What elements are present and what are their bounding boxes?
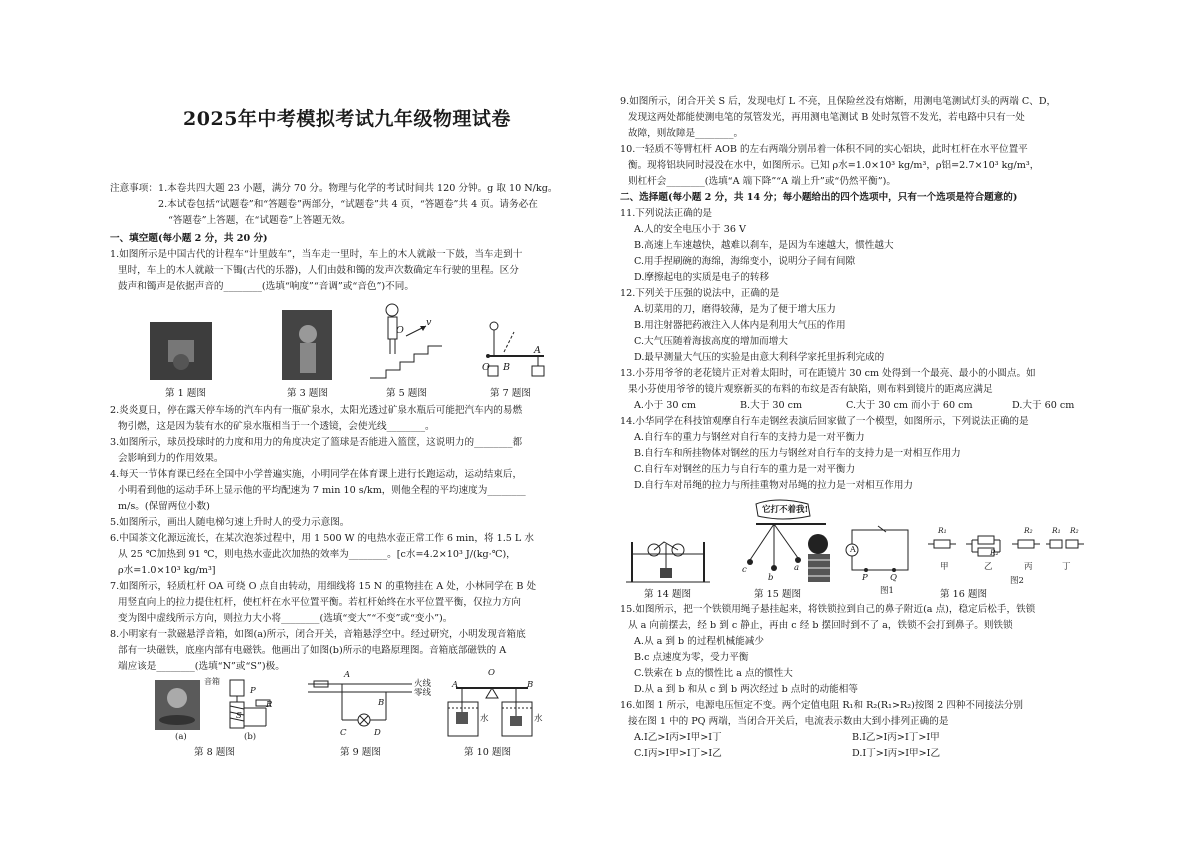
- caption-fig16: 第 16 题图: [940, 589, 988, 600]
- fig16-label-fig1: 图1: [880, 586, 894, 596]
- fig16-label-q: Q: [890, 573, 897, 583]
- fig7-lever-diagram: [480, 320, 552, 382]
- q7-line-1: 7.如图所示，轻质杠杆 OA 可绕 O 点自由转动，用细线将 15 N 的重物挂在 A 处，小林同学在 B 处: [110, 581, 537, 592]
- fig16-label-fig2: 图2: [1010, 576, 1024, 586]
- fig9-label-c: C: [340, 728, 347, 738]
- q8-line-1: 8.小明家有一款磁悬浮音箱，如图(a)所示，闭合开关，音箱悬浮空中。经过研究，小明发现音箱底: [110, 629, 526, 640]
- q4-line-1: 4.每天一节体育课已经在全国中小学普遍实施，小明同学在体育课上进行长跑运动，运动结束后，: [110, 469, 523, 480]
- q6-line-3: ρ水=1.0×10³ kg/m³]: [118, 565, 216, 576]
- q15-option-d: D.从 a 到 b 和从 c 到 b 两次经过 b 点时的动能相等: [634, 684, 858, 695]
- fig16-label-jia: 甲: [940, 562, 949, 572]
- q15-line-2: 从 a 向前摆去，经 b 到 c 静止，再由 c 经 b 摆回时到不了 a，铁锁不会打到鼻子。则铁锁: [628, 620, 1013, 631]
- q15-option-a: A.从 a 到 b 的过程机械能减少: [634, 636, 764, 647]
- q16-option-d: D.I丁>I丙>I甲>I乙: [852, 748, 941, 759]
- fig8-label-a: (a): [175, 732, 187, 742]
- q13-option-c: C.大于 30 cm 而小于 60 cm: [846, 400, 973, 411]
- fig1-photo: [150, 322, 212, 380]
- q15-option-b: B.c 点速度为零，受力平衡: [634, 652, 749, 663]
- fig15-speech-bubble: 它打不着我!: [762, 505, 809, 515]
- q13-line-2: 果小芬使用爷爷的镜片观察新买的布料的布纹是否有缺陷，则布料到镜片的距离应满足: [628, 384, 993, 395]
- fig9-label-b: B: [378, 698, 385, 708]
- q3-line-2: 会影响到力的作用效果。: [118, 453, 224, 464]
- q6-line-1: 6.中国茶文化源远流长，在某次泡茶过程中，用 1 500 W 的电热水壶正常工作 6 min，将 1.5 L 水: [110, 533, 534, 544]
- fig15-label-b: b: [768, 573, 774, 583]
- q14-option-b: B.自行车和所挂物体对钢丝的压力与钢丝对自行车的支持力是一对相互作用力: [634, 448, 961, 459]
- q7-line-2: 用竖直向上的拉力提住杠杆，使杠杆在水平位置平衡。若杠杆始终在水平位置平衡，仅拉力方向: [118, 597, 521, 608]
- q12-option-a: A.切菜用的刀，磨得较薄，是为了便于增大压力: [634, 304, 836, 315]
- fig7-label-a: A: [534, 345, 541, 356]
- q13-option-a: A.小于 30 cm: [634, 400, 696, 411]
- q14-option-c: C.自行车对钢丝的压力与自行车的重力是一对平衡力: [634, 464, 856, 475]
- q5-line-1: 5.如图所示，画出人随电梯匀速上升时人的受力示意图。: [110, 517, 350, 528]
- q14-option-d: D.自行车对吊绳的拉力与所挂重物对吊绳的拉力是一对相互作用力: [634, 480, 914, 491]
- caption-fig5: 第 5 题图: [386, 388, 427, 399]
- q11-option-d: D.摩擦起电的实质是电子的转移: [634, 272, 770, 283]
- notice-line-3: “答题卷”上答题，在“试题卷”上答题无效。: [168, 215, 351, 226]
- q16-option-c: C.I丙>I甲>I丁>I乙: [634, 748, 722, 759]
- fig10-label-a: A: [452, 680, 459, 690]
- fig7-label-b: B: [503, 362, 511, 373]
- q9-line-2: 发现这两处都能使测电笔的氖管发光，再用测电笔测试 B 处时氖管不发光，若电路中只有一处: [628, 112, 1025, 123]
- q8-line-3: 端应该是________(选填“N”或“S”)极。: [118, 661, 285, 672]
- q16-line-2: 接在图 1 中的 PQ 两端，当闭合开关后，电流表示数由大到小排列正确的是: [628, 716, 949, 727]
- q12-option-b: B.用注射器把药液注入人体内是利用大气压的作用: [634, 320, 846, 331]
- q3-line-1: 3.如图所示，球员投球时的力度和用力的角度决定了篮球是否能进入篮筐，这说明力的________都: [110, 437, 523, 448]
- q12-stem: 12.下列关于压强的说法中，正确的是: [620, 288, 780, 299]
- q2-line-2: 物引燃，这是因为装有水的矿泉水瓶相当于一个透镜，会使光线________。: [118, 421, 435, 432]
- q4-line-2: 小明看到他的运动手环上显示他的平均配速为 7 min 10 s/km，则他全程的平均速度为________: [118, 485, 526, 496]
- section-heading-2: 二、选择题(每小题 2 分，共 14 分；每小题给出的四个选项中，只有一个选项是符合题意的): [620, 192, 1018, 203]
- fig16-label-r2-bing: R₂: [1024, 526, 1033, 535]
- fig15-label-a: a: [794, 563, 800, 573]
- fig16-label-r1-ding: R₁: [1052, 526, 1061, 535]
- q9-line-1: 9.如图所示，闭合开关 S 后，发现电灯 L 不亮，且保险丝没有熔断，用测电笔测试灯头的两端 C、D，: [620, 96, 1057, 107]
- caption-fig14: 第 14 题图: [644, 589, 692, 600]
- notice-line-2: 2.本试卷包括“试题卷”和“答题卷”两部分，“试题卷”共 4 页，“答题卷”共 4 页。请务必在: [158, 199, 538, 210]
- q2-line-1: 2.炎炎夏日，停在露天停车场的汽车内有一瓶矿泉水，太阳光透过矿泉水瓶后可能把汽车内的易燃: [110, 405, 523, 416]
- fig9-label-fire: 火线: [414, 679, 432, 689]
- caption-fig7: 第 7 题图: [490, 388, 531, 399]
- page-title: 2025年中考模拟考试九年级物理试卷: [183, 108, 511, 130]
- fig5-label-v: v: [426, 317, 432, 328]
- q1-line-2: 里时，车上的木人就敲一下镯(古代的乐器)，人们由鼓和镯的发声次数确定车行驶的里程。区分: [118, 265, 519, 276]
- fig16-label-p: P: [862, 573, 868, 583]
- q4-line-3: m/s。(保留两位小数): [118, 501, 210, 512]
- fig8b-label-p: P: [250, 686, 256, 696]
- q16-line-1: 16.如图 1 所示，电源电压恒定不变。两个定值电阻 R₁和 R₂(R₁>R₂)按图 2 四种不同接法分别: [620, 700, 1023, 711]
- q1-line-1: 1.如图所示是中国古代的计程车“计里鼓车”，当车走一里时，车上的木人就敲一下鼓，当车走到十: [110, 249, 523, 260]
- q10-line-1: 10.一轻质不等臂杠杆 AOB 的左右两端分别吊着一体积不同的实心铝块，此时杠杆在水平位置平: [620, 144, 1028, 155]
- q7-line-3: 变为图中虚线所示方向，则拉力大小将________(选填“变大”“不变”或“变小”)。: [118, 613, 453, 624]
- fig3-photo: [282, 310, 332, 380]
- q15-line-1: 15.如图所示，把一个铁锁用绳子悬挂起来，将铁锁拉到自己的鼻子附近(a 点)，稳定后松手，铁锁: [620, 604, 1036, 615]
- fig9-circuit: [308, 676, 412, 738]
- q12-option-c: C.大气压随着海拔高度的增加而增大: [634, 336, 788, 347]
- fig16-circuit-1: [848, 526, 912, 582]
- fig5-label-o: O: [396, 325, 404, 336]
- q10-line-3: 则杠杆会________(选填“A 端下降”“A 端上升”或“仍然平衡”)。: [628, 176, 896, 187]
- q9-line-3: 故障，则故障是________。: [628, 128, 744, 139]
- fig8-label-b: (b): [244, 732, 257, 742]
- q12-option-d: D.最早测量大气压的实验是由意大利科学家托里拆利完成的: [634, 352, 885, 363]
- caption-fig10: 第 10 题图: [464, 747, 512, 758]
- q11-option-a: A.人的安全电压小于 36 V: [634, 224, 746, 235]
- fig15-label-c: c: [742, 565, 747, 575]
- fig16-label-bing: 丙: [1024, 562, 1033, 572]
- q8-line-2: 部有一块磁铁，底座内部有电磁铁。他画出了如图(b)所示的电路原理图。音箱底部磁铁的 A: [118, 645, 507, 656]
- fig7-label-o: O: [482, 362, 490, 373]
- q11-option-b: B.高速上车速越快，越难以刹车，是因为车速越大，惯性越大: [634, 240, 894, 251]
- fig9-label-a: A: [344, 670, 351, 680]
- caption-fig8: 第 8 题图: [194, 747, 235, 758]
- fig8a-photo: [155, 680, 200, 730]
- q13-option-d: D.大于 60 cm: [1012, 400, 1075, 411]
- q13-option-b: B.大于 30 cm: [740, 400, 803, 411]
- fig8b-label-r: R: [266, 700, 273, 710]
- fig16-label-r1-jia: R₁: [938, 526, 947, 535]
- fig5-escalator-diagram: [370, 302, 450, 382]
- caption-fig3: 第 3 题图: [287, 388, 328, 399]
- q14-option-a: A.自行车的重力与钢丝对自行车的支持力是一对平衡力: [634, 432, 865, 443]
- q1-line-3: 鼓声和镯声是依据声音的________(选填“响度”“音调”或“音色”)不同。: [118, 281, 414, 292]
- q11-option-c: C.用手捏刷碗的海绵，海绵变小，说明分子间有间隙: [634, 256, 856, 267]
- fig16-label-yi: 乙: [984, 562, 993, 572]
- q14-stem: 14.小华同学在科技馆观摩自行车走钢丝表演后回家做了一个模型，如图所示，下列说法正确的是: [620, 416, 1029, 427]
- notice-line-1: 注意事项：1.本卷共四大题 23 小题，满分 70 分。物理与化学的考试时间共 120 分钟。g 取 10 N/kg。: [110, 183, 558, 194]
- q15-option-c: C.铁索在 b 点的惯性比 a 点的惯性大: [634, 668, 793, 679]
- fig16-label-ammeter: A: [850, 545, 856, 554]
- q13-line-1: 13.小芬用爷爷的老花镜片正对着太阳时，可在距镜片 30 cm 处得到一个最亮、最小的小圆点。如: [620, 368, 1036, 379]
- fig16-label-r2-yi: R₂: [990, 548, 999, 557]
- q10-line-2: 衡。现将铝块同时浸没在水中，如图所示。已知 ρ水=1.0×10³ kg/m³，ρ铝=2.7×10³ kg/m³，: [628, 160, 1040, 171]
- q11-stem: 11.下列说法正确的是: [620, 208, 713, 219]
- fig10-label-water-1: 水: [480, 714, 489, 724]
- fig9-label-d: D: [374, 728, 381, 738]
- fig14-bike-wire: [626, 532, 710, 584]
- fig10-label-b: B: [527, 680, 534, 690]
- caption-fig9: 第 9 题图: [340, 747, 381, 758]
- caption-fig1: 第 1 题图: [165, 388, 206, 399]
- q16-option-a: A.I乙>I丙>I甲>I丁: [634, 732, 722, 743]
- fig9-label-zero: 零线: [414, 688, 432, 698]
- fig16-label-ding: 丁: [1062, 562, 1071, 572]
- q16-option-b: B.I乙>I丙>I丁>I甲: [852, 732, 940, 743]
- fig8b-label-box: 音箱: [204, 677, 220, 686]
- fig16-label-r2-ding: R₂: [1070, 526, 1079, 535]
- fig10-label-o: O: [488, 668, 495, 678]
- caption-fig15: 第 15 题图: [754, 589, 802, 600]
- fig8b-label-s: S: [236, 711, 242, 721]
- section-heading-1: 一、填空题(每小题 2 分，共 20 分): [110, 233, 268, 244]
- fig10-label-water-2: 水: [534, 714, 543, 724]
- q6-line-2: 从 25 ℃加热到 91 ℃，则电热水壶此次加热的效率为________。[c水=4.2×10³ J/(kg·℃)，: [118, 549, 516, 560]
